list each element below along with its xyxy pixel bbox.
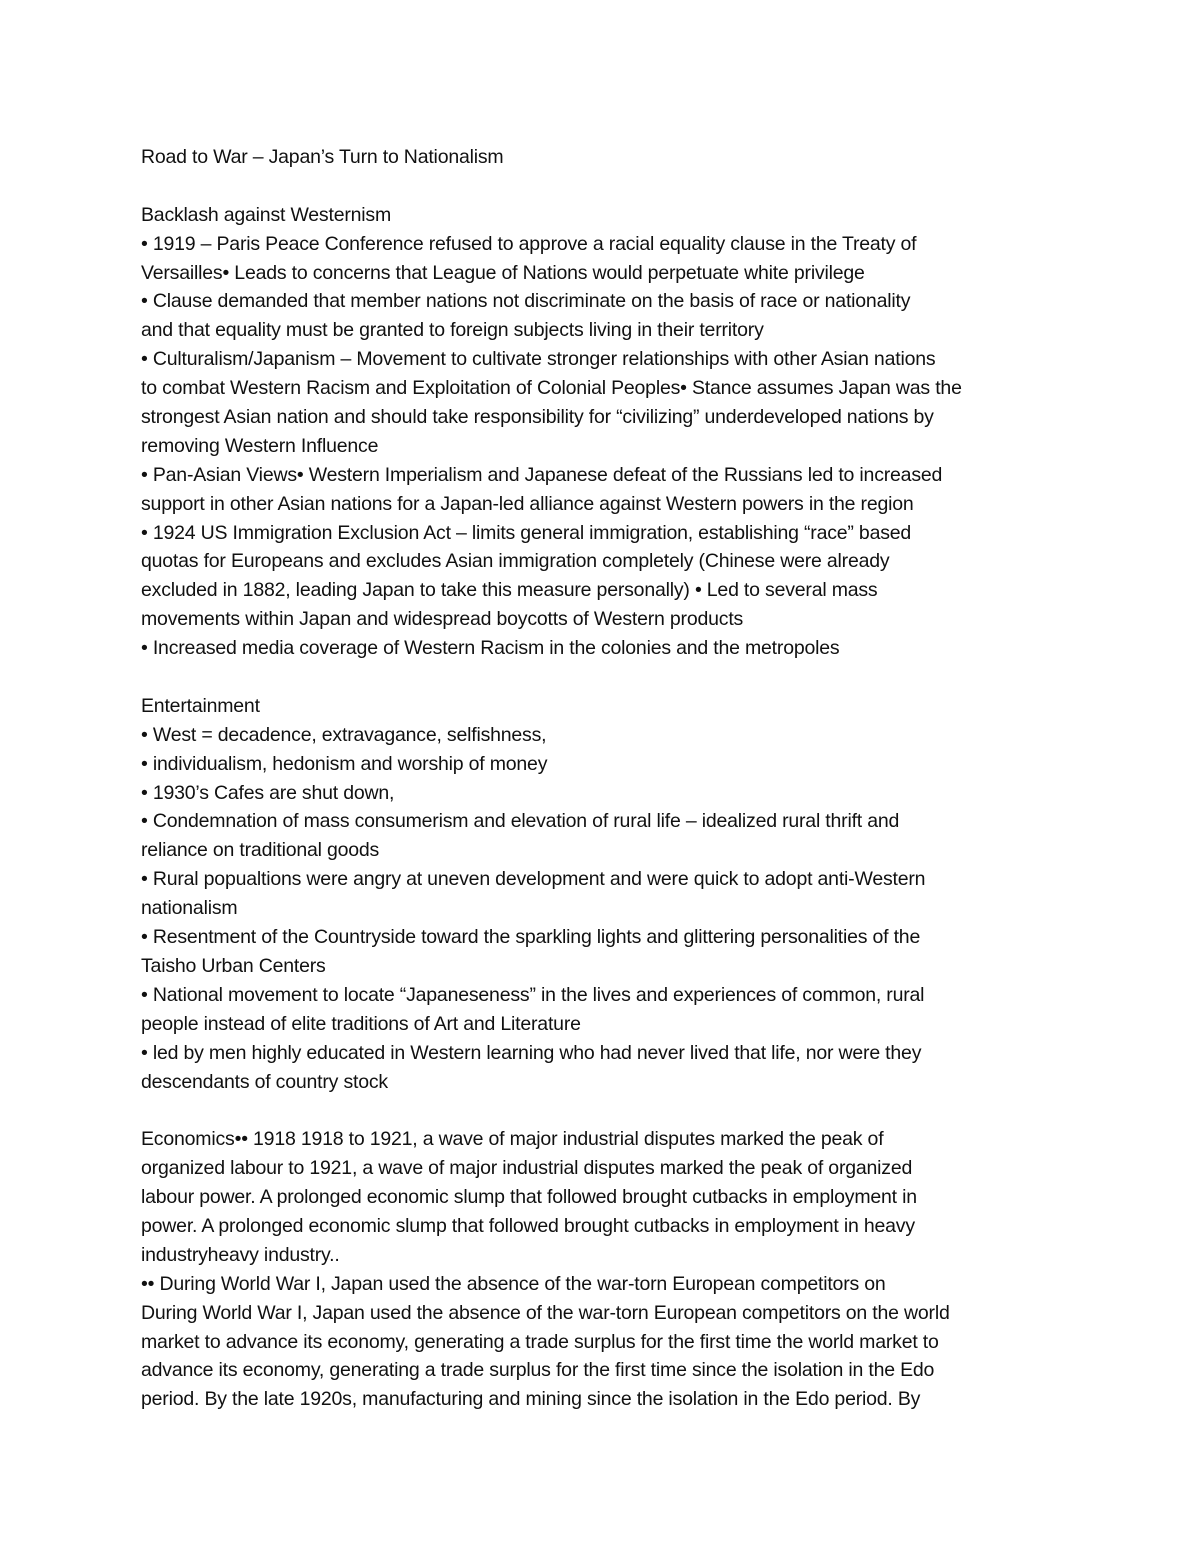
- body-line: • Pan-Asian Views• Western Imperialism and Japanese defeat of the Russians led to increased: [141, 463, 943, 486]
- body-line: descendants of country stock: [141, 1070, 388, 1093]
- body-line: • Increased media coverage of Western Racism in the colonies and the metropoles: [141, 637, 840, 660]
- body-line: nationalism: [141, 897, 238, 920]
- body-line: • Rural popualtions were angry at uneven development and were quick to adopt anti-Western: [141, 868, 926, 891]
- body-line: to combat Western Racism and Exploitation of Colonial Peoples• Stance assumes Japan was the: [141, 377, 962, 400]
- body-line: labour power. A prolonged economic slump that followed brought cutbacks in employment in: [141, 1186, 917, 1209]
- body-line: • led by men highly educated in Western learning who had never lived that life, nor were they: [141, 1041, 922, 1064]
- body-line: industryheavy industry..: [141, 1243, 340, 1266]
- body-line: Versailles• Leads to concerns that League of Nations would perpetuate white privilege: [141, 261, 865, 284]
- body-line: • 1930’s Cafes are shut down,: [141, 781, 395, 804]
- body-line: Taisho Urban Centers: [141, 954, 326, 977]
- body-line: removing Western Influence: [141, 434, 379, 457]
- section-heading: Entertainment: [141, 694, 260, 717]
- body-line: quotas for Europeans and excludes Asian immigration completely (Chinese were already: [141, 550, 890, 573]
- body-line: organized labour to 1921, a wave of major industrial disputes marked the peak of organized: [141, 1157, 913, 1180]
- body-line: During World War I, Japan used the absence of the war-torn European competitors on the world: [141, 1301, 950, 1324]
- body-line: period. By the late 1920s, manufacturing and mining since the isolation in the Edo period. By: [141, 1388, 921, 1411]
- document-body: [141, 143, 1081, 1414]
- spacer: [141, 1096, 1081, 1125]
- body-line: • Condemnation of mass consumerism and elevation of rural life – idealized rural thrift and: [141, 810, 900, 833]
- spacer: [141, 663, 1081, 692]
- body-line: •• During World War I, Japan used the absence of the war-torn European competitors on: [141, 1272, 886, 1295]
- body-line: • 1924 US Immigration Exclusion Act – limits general immigration, establishing “race” based: [141, 521, 912, 544]
- body-line: • 1919 – Paris Peace Conference refused to approve a racial equality clause in the Treaty of: [141, 232, 917, 255]
- body-line: • Resentment of the Countryside toward the sparkling lights and glittering personalities of the: [141, 926, 921, 949]
- section-heading: Backlash against Westernism: [141, 203, 392, 226]
- body-line: • Clause demanded that member nations not discriminate on the basis of race or nationality: [141, 290, 911, 313]
- spacer: [141, 172, 1081, 201]
- body-line: advance its economy, generating a trade surplus for the first time since the isolation in the Edo: [141, 1359, 935, 1382]
- body-line: strongest Asian nation and should take responsibility for “civilizing” underdeveloped nations by: [141, 406, 934, 429]
- body-line: movements within Japan and widespread boycotts of Western products: [141, 608, 744, 631]
- body-line: • individualism, hedonism and worship of money: [141, 752, 548, 775]
- body-line: and that equality must be granted to foreign subjects living in their territory: [141, 319, 764, 342]
- body-line: • West = decadence, extravagance, selfishness,: [141, 723, 547, 746]
- body-line: • Culturalism/Japanism – Movement to cultivate stronger relationships with other Asian nations: [141, 348, 936, 371]
- body-line: support in other Asian nations for a Japan-led alliance against Western powers in the region: [141, 492, 914, 515]
- body-line: people instead of elite traditions of Art and Literature: [141, 1012, 581, 1035]
- body-line: reliance on traditional goods: [141, 839, 380, 862]
- body-line: Economics•• 1918 1918 to 1921, a wave of major industrial disputes marked the peak of: [141, 1128, 884, 1151]
- body-line: excluded in 1882, leading Japan to take this measure personally) • Led to several mass: [141, 579, 878, 602]
- body-line: • National movement to locate “Japaneseness” in the lives and experiences of common, rural: [141, 983, 925, 1006]
- body-line: power. A prolonged economic slump that followed brought cutbacks in employment in heavy: [141, 1214, 915, 1237]
- body-line: market to advance its economy, generating a trade surplus for the first time the world market to: [141, 1330, 939, 1353]
- document-title: Road to War – Japan’s Turn to Nationalism: [141, 146, 504, 168]
